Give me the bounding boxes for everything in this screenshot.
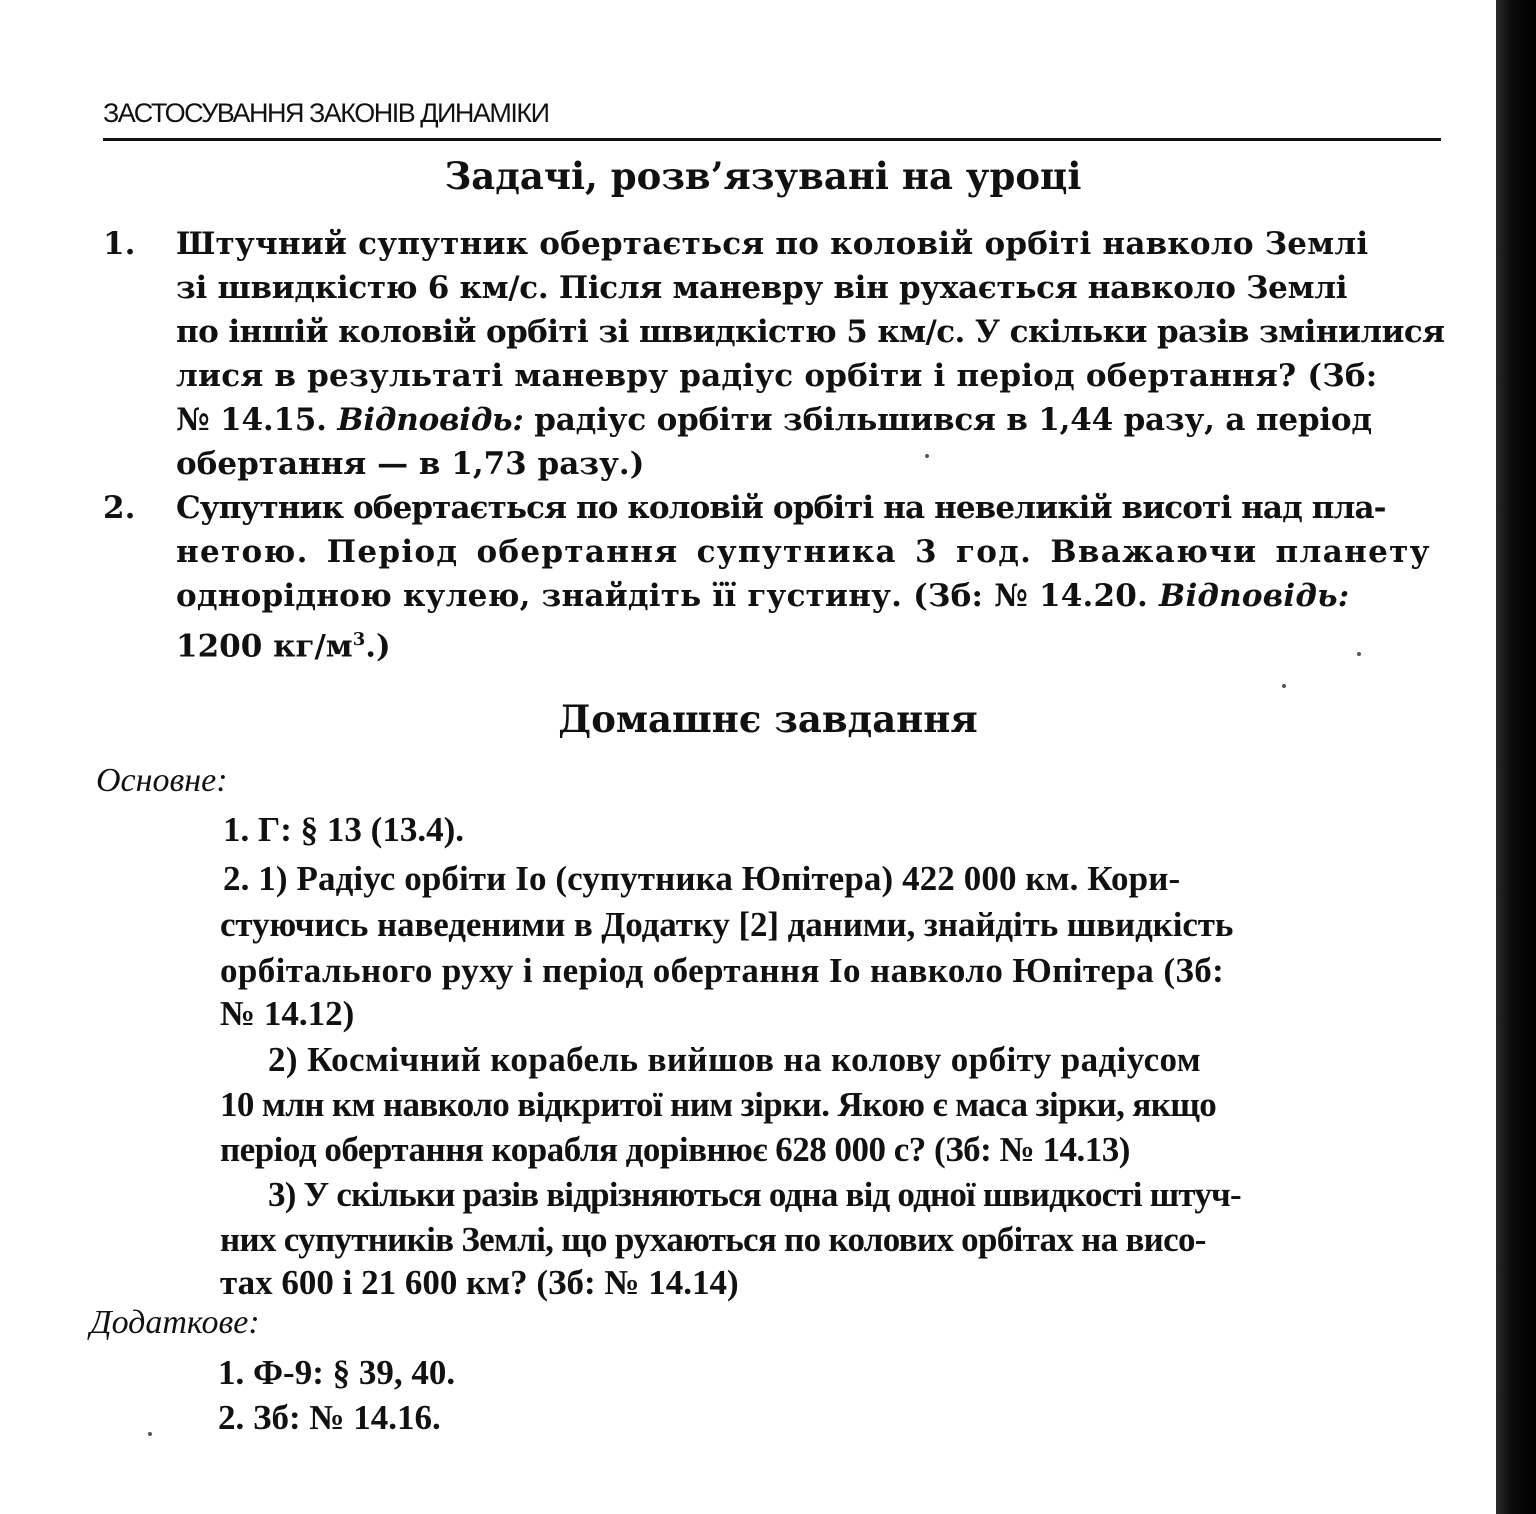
basic-item-2-line-1: 2. 1) Радіус орбіти Іо (супутника Юпітера) 422 000 км. Кори- <box>223 859 1181 898</box>
basic-item-2-2-line-3: період обертання корабля дорівнює 628 000 с? (Зб: № 14.13) <box>220 1130 1130 1169</box>
classwork-heading: Задачі, розв’язувані на уроці <box>444 154 1082 198</box>
basic-item-1: 1. Г: § 13 (13.4). <box>223 810 464 849</box>
problem-1-source: № 14.15. <box>176 402 338 438</box>
basic-item-2-line-4: № 14.12) <box>220 994 355 1033</box>
page-edge-shadow <box>1496 0 1536 1514</box>
problem-1-line-6: обертання — в 1,73 разу.) <box>176 446 645 482</box>
running-head: ЗАСТОСУВАННЯ ЗАКОНІВ ДИНАМІКИ <box>103 98 549 128</box>
scan-speck <box>1357 652 1361 656</box>
problem-1-number: 1. <box>103 226 136 262</box>
problem-2-answer-end: .) <box>365 628 391 665</box>
problem-1-line-3: по іншій коловій орбіті зі швидкістю 5 км/с. У скільки разів змінилися <box>176 314 1445 350</box>
extra-item-2: 2. Зб: № 14.16. <box>218 1398 441 1437</box>
basic-item-2-2-line-2: 10 млн км навколо відкритої ним зірки. Якою є маса зірки, якщо <box>220 1085 1217 1124</box>
scan-speck <box>925 454 929 458</box>
problem-1-answer: радіус орбіти збільшився в 1,44 разу, а період <box>523 402 1372 438</box>
problem-2-answer: 1200 кг/м <box>176 628 353 665</box>
scan-speck <box>1282 684 1286 688</box>
extra-item-1: 1. Ф-9: § 39, 40. <box>218 1353 456 1392</box>
problem-1-line-4: лися в результаті маневру радіус орбіти і період обертання? (Зб: <box>176 358 1378 394</box>
problem-1-line-5 <box>176 398 1372 442</box>
problem-1-line-2: зі швидкістю 6 км/с. Після маневру він рухається навколо Землі <box>176 270 1348 306</box>
basic-item-2-3-line-2: них супутників Землі, що рухаються по колових орбітах на висо- <box>220 1220 1206 1259</box>
homework-heading: Домашнє завдання <box>558 697 978 741</box>
problem-1-answer-label: Відповідь: <box>337 402 524 438</box>
problem-2-line-1: Супутник обертається по коловій орбіті на невеликій висоті над пла- <box>176 490 1386 526</box>
scan-speck <box>148 1432 152 1436</box>
basic-item-2-3-line-3: тах 600 і 21 600 км? (Зб: № 14.14) <box>220 1263 739 1302</box>
basic-item-2-line-2: стуючись наведеними в Додатку [2] даними, знайдіть швидкість <box>220 905 1234 944</box>
basic-label: Основне: <box>96 762 228 799</box>
problem-2-line-3 <box>176 574 1349 618</box>
problem-2-answer-label: Відповідь: <box>1159 578 1350 614</box>
basic-item-2-line-3: орбітального руху і період обертання Іо навколо Юпітера (Зб: <box>220 951 1225 990</box>
problem-2-number: 2. <box>103 490 136 526</box>
problem-2-answer-exponent: 3 <box>352 629 366 650</box>
basic-item-2-2-line-1: 2) Космічний корабель вийшов на колову орбіту радіусом <box>268 1040 1202 1079</box>
problem-2-line-2: нетою. Період обертання супутника 3 год. Вважаючи планету <box>176 534 1431 570</box>
basic-item-2-3-line-1: 3) У скільки разів відрізняються одна від одної швидкості штуч- <box>268 1175 1241 1214</box>
extra-label: Додаткове: <box>90 1304 260 1341</box>
header-rule <box>103 138 1441 141</box>
problem-2-line-4 <box>176 618 391 668</box>
problem-2-source: однорідною кулею, знайдіть її густину. (Зб: № 14.20. <box>176 578 1160 614</box>
problem-1-line-1: Штучний супутник обертається по коловій орбіті навколо Землі <box>176 226 1369 262</box>
